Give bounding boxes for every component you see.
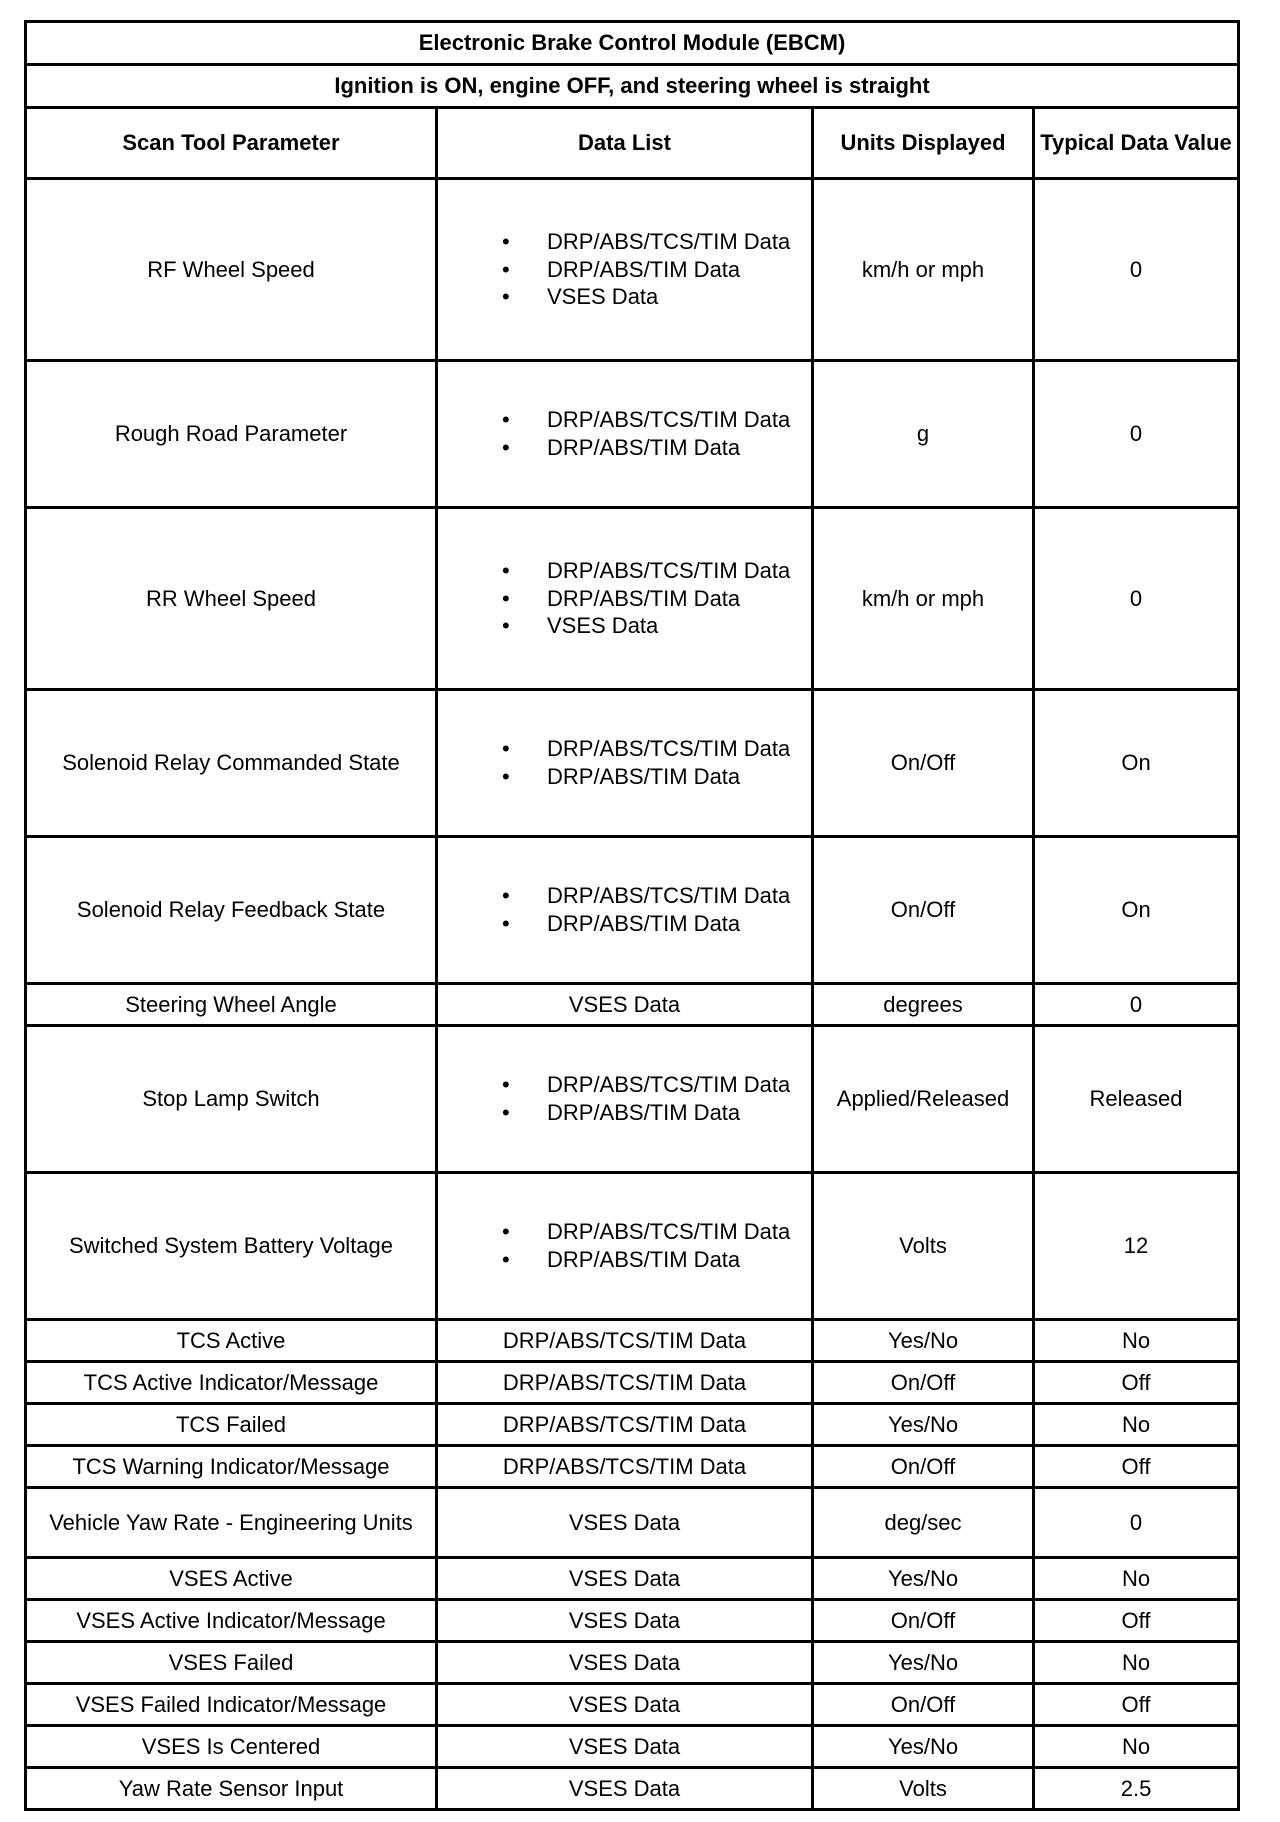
table-condition: Ignition is ON, engine OFF, and steering wheel is straight — [26, 65, 1239, 108]
typical-value-cell: No — [1034, 1642, 1239, 1684]
typical-value-cell: Off — [1034, 1362, 1239, 1404]
param-cell: TCS Active — [26, 1320, 437, 1362]
data-list-cell: DRP/ABS/TCS/TIM Data — [437, 1404, 813, 1446]
data-list-cell: DRP/ABS/TCS/TIM Data — [437, 1362, 813, 1404]
units-cell: Volts — [813, 1173, 1034, 1320]
data-list-cell — [437, 1026, 813, 1173]
units-cell: g — [813, 361, 1034, 508]
data-list-cell: VSES Data — [437, 1684, 813, 1726]
table-row — [26, 1768, 1239, 1810]
table-row — [26, 361, 1239, 508]
data-list-item: • DRP/ABS/TIM Data — [502, 435, 807, 461]
typical-value-cell: Off — [1034, 1684, 1239, 1726]
units-cell: On/Off — [813, 690, 1034, 837]
data-list-item: • DRP/ABS/TIM Data — [502, 1247, 807, 1273]
data-list-item: • DRP/ABS/TIM Data — [502, 1100, 807, 1126]
typical-value-cell: 0 — [1034, 984, 1239, 1026]
param-cell: Solenoid Relay Commanded State — [26, 690, 437, 837]
param-cell: VSES Failed Indicator/Message — [26, 1684, 437, 1726]
typical-value-cell: No — [1034, 1404, 1239, 1446]
units-cell: On/Off — [813, 837, 1034, 984]
units-cell: km/h or mph — [813, 508, 1034, 690]
param-cell: Yaw Rate Sensor Input — [26, 1768, 437, 1810]
data-list-item: • DRP/ABS/TCS/TIM Data — [502, 558, 807, 584]
header-units-displayed: Units Displayed — [813, 108, 1034, 179]
data-list-item: • VSES Data — [502, 613, 807, 639]
units-cell: On/Off — [813, 1446, 1034, 1488]
table-row — [26, 1320, 1239, 1362]
param-cell: TCS Failed — [26, 1404, 437, 1446]
param-cell: Vehicle Yaw Rate - Engineering Units — [26, 1488, 437, 1558]
param-cell: VSES Is Centered — [26, 1726, 437, 1768]
param-cell: VSES Failed — [26, 1642, 437, 1684]
typical-value-cell: Off — [1034, 1600, 1239, 1642]
header-data-list: Data List — [437, 108, 813, 179]
param-cell: VSES Active — [26, 1558, 437, 1600]
param-cell: RF Wheel Speed — [26, 179, 437, 361]
table-row — [26, 984, 1239, 1026]
table-row — [26, 837, 1239, 984]
table-row — [26, 690, 1239, 837]
typical-value-cell: No — [1034, 1320, 1239, 1362]
typical-value-cell: 2.5 — [1034, 1768, 1239, 1810]
param-cell: TCS Warning Indicator/Message — [26, 1446, 437, 1488]
table-row — [26, 1446, 1239, 1488]
units-cell: Yes/No — [813, 1558, 1034, 1600]
table-row — [26, 1684, 1239, 1726]
data-list-cell — [437, 508, 813, 690]
units-cell: Applied/Released — [813, 1026, 1034, 1173]
data-list-cell — [437, 179, 813, 361]
units-cell: deg/sec — [813, 1488, 1034, 1558]
units-cell: degrees — [813, 984, 1034, 1026]
data-list-cell: VSES Data — [437, 984, 813, 1026]
data-list-cell: DRP/ABS/TCS/TIM Data — [437, 1446, 813, 1488]
table-row — [26, 508, 1239, 690]
table-row — [26, 1600, 1239, 1642]
data-list-cell — [437, 690, 813, 837]
data-list-cell — [437, 837, 813, 984]
data-list-item: • VSES Data — [502, 284, 807, 310]
units-cell: Volts — [813, 1768, 1034, 1810]
param-cell: Steering Wheel Angle — [26, 984, 437, 1026]
typical-value-cell: 0 — [1034, 1488, 1239, 1558]
data-list-cell: VSES Data — [437, 1726, 813, 1768]
table-row — [26, 1642, 1239, 1684]
typical-value-cell: 0 — [1034, 179, 1239, 361]
data-list-cell: VSES Data — [437, 1488, 813, 1558]
data-list-item: • DRP/ABS/TCS/TIM Data — [502, 736, 807, 762]
data-list-item: • DRP/ABS/TCS/TIM Data — [502, 1072, 807, 1098]
table-row — [26, 1173, 1239, 1320]
data-list-item: • DRP/ABS/TCS/TIM Data — [502, 229, 807, 255]
data-list-cell — [437, 1173, 813, 1320]
table-row — [26, 1488, 1239, 1558]
units-cell: Yes/No — [813, 1404, 1034, 1446]
data-list-item: • DRP/ABS/TCS/TIM Data — [502, 883, 807, 909]
data-list-item: • DRP/ABS/TIM Data — [502, 257, 807, 283]
param-cell: TCS Active Indicator/Message — [26, 1362, 437, 1404]
data-list-item: • DRP/ABS/TCS/TIM Data — [502, 407, 807, 433]
typical-value-cell: On — [1034, 837, 1239, 984]
data-list-cell — [437, 361, 813, 508]
typical-value-cell: 12 — [1034, 1173, 1239, 1320]
header-typical-data-value: Typical Data Value — [1034, 108, 1239, 179]
data-list-item: • DRP/ABS/TCS/TIM Data — [502, 1219, 807, 1245]
table-row — [26, 1558, 1239, 1600]
units-cell: Yes/No — [813, 1320, 1034, 1362]
typical-value-cell: Released — [1034, 1026, 1239, 1173]
typical-value-cell: 0 — [1034, 361, 1239, 508]
data-list-cell: VSES Data — [437, 1768, 813, 1810]
typical-value-cell: On — [1034, 690, 1239, 837]
param-cell: Stop Lamp Switch — [26, 1026, 437, 1173]
typical-value-cell: 0 — [1034, 508, 1239, 690]
table-row — [26, 1026, 1239, 1173]
data-list-cell: VSES Data — [437, 1558, 813, 1600]
table-row — [26, 1362, 1239, 1404]
units-cell: Yes/No — [813, 1726, 1034, 1768]
param-cell: RR Wheel Speed — [26, 508, 437, 690]
table-row — [26, 1404, 1239, 1446]
header-scan-tool-parameter: Scan Tool Parameter — [26, 108, 437, 179]
table-row — [26, 179, 1239, 361]
ebcm-data-table — [24, 20, 1240, 1811]
typical-value-cell: No — [1034, 1726, 1239, 1768]
units-cell: Yes/No — [813, 1642, 1034, 1684]
units-cell: km/h or mph — [813, 179, 1034, 361]
data-list-cell: DRP/ABS/TCS/TIM Data — [437, 1320, 813, 1362]
data-list-item: • DRP/ABS/TIM Data — [502, 764, 807, 790]
typical-value-cell: No — [1034, 1558, 1239, 1600]
table-title: Electronic Brake Control Module (EBCM) — [26, 22, 1239, 65]
data-list-cell: VSES Data — [437, 1600, 813, 1642]
typical-value-cell: Off — [1034, 1446, 1239, 1488]
units-cell: On/Off — [813, 1684, 1034, 1726]
units-cell: On/Off — [813, 1600, 1034, 1642]
param-cell: Solenoid Relay Feedback State — [26, 837, 437, 984]
data-list-cell: VSES Data — [437, 1642, 813, 1684]
units-cell: On/Off — [813, 1362, 1034, 1404]
param-cell: VSES Active Indicator/Message — [26, 1600, 437, 1642]
data-list-item: • DRP/ABS/TIM Data — [502, 586, 807, 612]
table-row — [26, 1726, 1239, 1768]
param-cell: Rough Road Parameter — [26, 361, 437, 508]
param-cell: Switched System Battery Voltage — [26, 1173, 437, 1320]
data-list-item: • DRP/ABS/TIM Data — [502, 911, 807, 937]
